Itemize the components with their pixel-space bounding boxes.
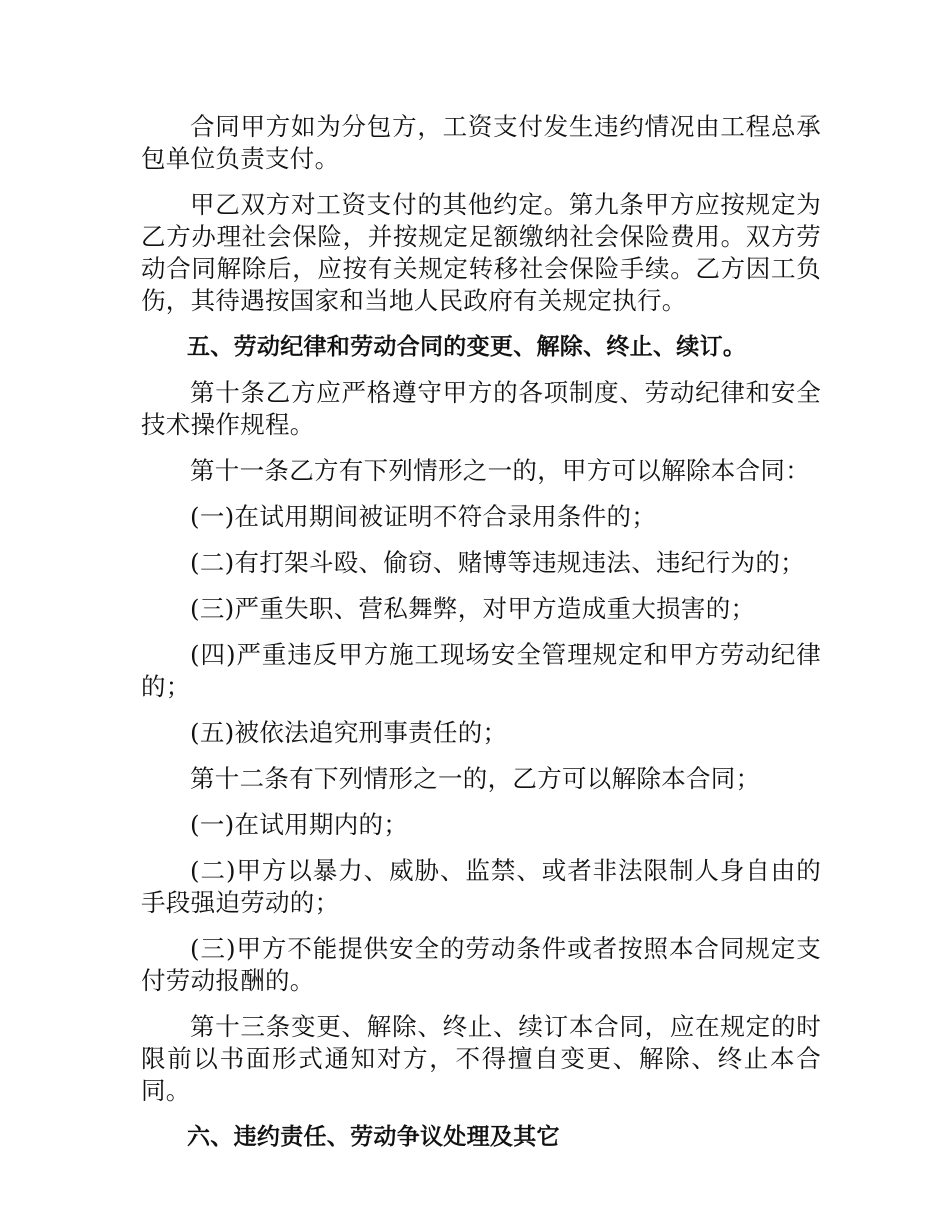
paragraph-subcontract-wage: 合同甲方如为分包方，工资支付发生违约情况由工程总承包单位负责支付。 [141, 112, 821, 173]
list-item-12-3: (三)甲方不能提供安全的劳动条件或者按照本合同规定支付劳动报酬的。 [141, 934, 821, 995]
paragraph-article-9-social-insurance: 甲乙双方对工资支付的其他约定。第九条甲方应按规定为乙方办理社会保险，并按规定足额缴纳社会保险费用。双方劳动合同解除后，应按有关规定转移社会保险手续。乙方因工负伤，其待遇按国家和当地人民政府有关规定执行。 [141, 190, 821, 315]
section-heading-5: 五、劳动纪律和劳动合同的变更、解除、终止、续订。 [187, 334, 747, 360]
section-heading-6: 六、违约责任、劳动争议处理及其它 [187, 1124, 560, 1150]
paragraph-article-11: 第十一条乙方有下列情形之一的，甲方可以解除本合同： [190, 456, 810, 485]
document-body [141, 111, 821, 1167]
list-item-11-5: (五)被依法追究刑事责任的； [190, 718, 508, 747]
paragraph-article-13: 第十三条变更、解除、终止、续订本合同，应在规定的时限前以书面形式通知对方，不得擅自变更、解除、终止本合同。 [141, 1012, 821, 1105]
paragraph-article-10: 第十条乙方应严格遵守甲方的各项制度、劳动纪律和安全技术操作规程。 [141, 378, 821, 439]
list-item-11-3: (三)严重失职、营私舞弊，对甲方造成重大损害的； [190, 594, 756, 623]
list-item-12-1: (一)在试用期内的； [190, 810, 409, 839]
list-item-11-1: (一)在试用期间被证明不符合录用条件的； [190, 502, 657, 531]
paragraph-article-12: 第十二条有下列情形之一的，乙方可以解除本合同； [190, 764, 761, 793]
list-item-12-2: (二)甲方以暴力、威胁、监禁、或者非法限制人身自由的手段强迫劳动的； [141, 856, 821, 917]
list-item-11-2: (二)有打架斗殴、偷窃、赌博等违规违法、违纪行为的； [190, 548, 805, 577]
list-item-11-4: (四)严重违反甲方施工现场安全管理规定和甲方劳动纪律的； [141, 640, 821, 701]
